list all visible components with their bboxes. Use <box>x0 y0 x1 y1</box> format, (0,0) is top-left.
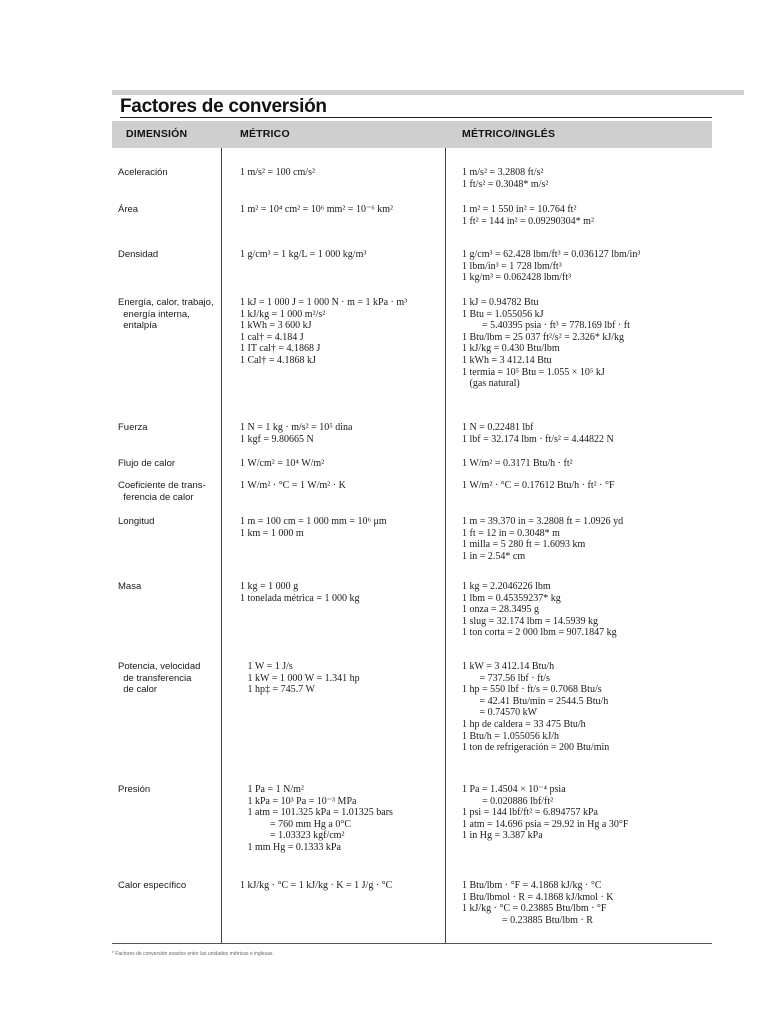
row-metric-english: 1 N = 0.22481 lbf 1 lbf = 32.174 lbm · ft/s² = 4.44822 N <box>462 422 614 445</box>
row-dimension: Densidad <box>118 249 159 260</box>
page-title: Factores de conversión <box>120 96 327 117</box>
row-dimension: Masa <box>118 581 142 592</box>
row-metric: 1 N = 1 kg · m/s² = 10⁵ dina 1 kgf = 9.80665 N <box>240 422 353 445</box>
row-dimension: Flujo de calor <box>118 458 176 469</box>
header-metric: MÉTRICO <box>240 128 290 140</box>
row-dimension: Presión <box>118 784 151 795</box>
row-metric-english: 1 m² = 1 550 in² = 10.764 ft² 1 ft² = 144 in² = 0.09290304* m² <box>462 204 594 227</box>
row-metric: 1 m/s² = 100 cm/s² <box>240 167 315 178</box>
row-metric-english: 1 Btu/lbm · °F = 4.1868 kJ/kg · °C 1 Btu/lbmol · R = 4.1868 kJ/kmol · K 1 kJ/kg · °C = 0.23885 Btu/lbm · °F = 0.23885 Btu/lbm · R <box>462 880 614 926</box>
row-dimension: Potencia, velocidad de transferencia de calor <box>118 661 201 695</box>
row-metric-english: 1 W/m² · °C = 0.17612 Btu/h · ft² · °F <box>462 480 615 491</box>
row-metric: 1 kJ = 1 000 J = 1 000 N · m = 1 kPa · m³ 1 kJ/kg = 1 000 m²/s² 1 kWh = 3 600 kJ 1 cal† = 4.184 J 1 IT cal† = 4.1868 J 1 Cal† = 4.1868 kJ <box>240 297 408 366</box>
title-rule <box>120 117 712 118</box>
row-metric: 1 W/cm² = 10⁴ W/m² <box>240 458 325 469</box>
row-metric-english: 1 g/cm³ = 62.428 lbm/ft³ = 0.036127 lbm/in³ 1 lbm/in³ = 1 728 lbm/ft³ 1 kg/m³ = 0.062428 lbm/ft³ <box>462 249 641 284</box>
row-dimension: Coeficiente de trans- ferencia de calor <box>118 480 206 503</box>
footnote: * Factores de conversión exactos entre las unidades métricas e inglesas. <box>112 951 274 957</box>
column-divider-2 <box>445 148 446 943</box>
row-metric: 1 m² = 10⁴ cm² = 10⁶ mm² = 10⁻⁶ km² <box>240 204 393 215</box>
row-metric-english: 1 kW = 3 412.14 Btu/h = 737.56 lbf · ft/s 1 hp = 550 lbf · ft/s = 0.7068 Btu/s = 42.41 Btu/min = 2544.5 Btu/h = 0.74570 kW 1 hp de caldera = 33 475 Btu/h 1 Btu/h = 1.055056 kJ/h 1 ton de refrigeración = 200 Btu/min <box>462 661 610 754</box>
row-dimension: Calor específico <box>118 880 187 891</box>
row-metric: 1 Pa = 1 N/m² 1 kPa = 10³ Pa = 10⁻³ MPa 1 atm = 101.325 kPa = 1.01325 bars = 760 mm Hg a 0°C = 1.03323 kgf/cm² 1 mm Hg = 0.1333 kPa <box>247 784 393 853</box>
header-dimension: DIMENSIÓN <box>126 128 188 140</box>
row-dimension: Área <box>118 204 139 215</box>
row-metric-english: 1 kJ = 0.94782 Btu 1 Btu = 1.055056 kJ = 5.40395 psia · ft³ = 778.169 lbf · ft 1 Btu/lbm = 25 037 ft²/s² = 2.326* kJ/kg 1 kJ/kg = 0.430 Btu/lbm 1 kWh = 3 412.14 Btu 1 termia = 10⁵ Btu = 1.055 × 10⁵ kJ (gas natural) <box>462 297 630 390</box>
top-bar <box>112 90 744 95</box>
bottom-rule <box>112 943 712 944</box>
row-dimension: Fuerza <box>118 422 148 433</box>
row-metric: 1 W/m² · °C = 1 W/m² · K <box>240 480 346 491</box>
row-metric: 1 g/cm³ = 1 kg/L = 1 000 kg/m³ <box>240 249 367 260</box>
row-metric: 1 W = 1 J/s 1 kW = 1 000 W = 1.341 hp 1 hp‡ = 745.7 W <box>247 661 360 696</box>
row-metric: 1 m = 100 cm = 1 000 mm = 10⁶ μm 1 km = 1 000 m <box>240 516 387 539</box>
row-metric: 1 kJ/kg · °C = 1 kJ/kg · K = 1 J/g · °C <box>240 880 393 891</box>
row-dimension: Aceleración <box>118 167 168 178</box>
row-dimension: Energía, calor, trabajo, energía interna, entalpía <box>118 297 214 331</box>
row-metric: 1 kg = 1 000 g 1 tonelada métrica = 1 000 kg <box>240 581 360 604</box>
header-metric-english: MÉTRICO/INGLÉS <box>462 128 556 140</box>
row-metric-english: 1 m/s² = 3.2808 ft/s² 1 ft/s² = 0.3048* m/s² <box>462 167 549 190</box>
row-dimension: Longitud <box>118 516 155 527</box>
row-metric-english: 1 m = 39.370 in = 3.2808 ft = 1.0926 yd 1 ft = 12 in = 0.3048* m 1 milla = 5 280 ft = 1.6093 km 1 in = 2.54* cm <box>462 516 624 562</box>
row-metric-english: 1 Pa = 1.4504 × 10⁻⁴ psia = 0.020886 lbf/ft² 1 psi = 144 lbf/ft² = 6.894757 kPa 1 atm = 14.696 psia = 29.92 in Hg a 30°F 1 in Hg = 3.387 kPa <box>462 784 629 842</box>
row-metric-english: 1 kg = 2.2046226 lbm 1 lbm = 0.45359237* kg 1 onza = 28.3495 g 1 slug = 32.174 lbm = 14.5939 kg 1 ton corta = 2 000 lbm = 907.1847 kg <box>462 581 617 639</box>
table-header <box>112 121 712 148</box>
row-metric-english: 1 W/m² = 0.3171 Btu/h · ft² <box>462 458 573 469</box>
column-divider-1 <box>221 148 222 943</box>
